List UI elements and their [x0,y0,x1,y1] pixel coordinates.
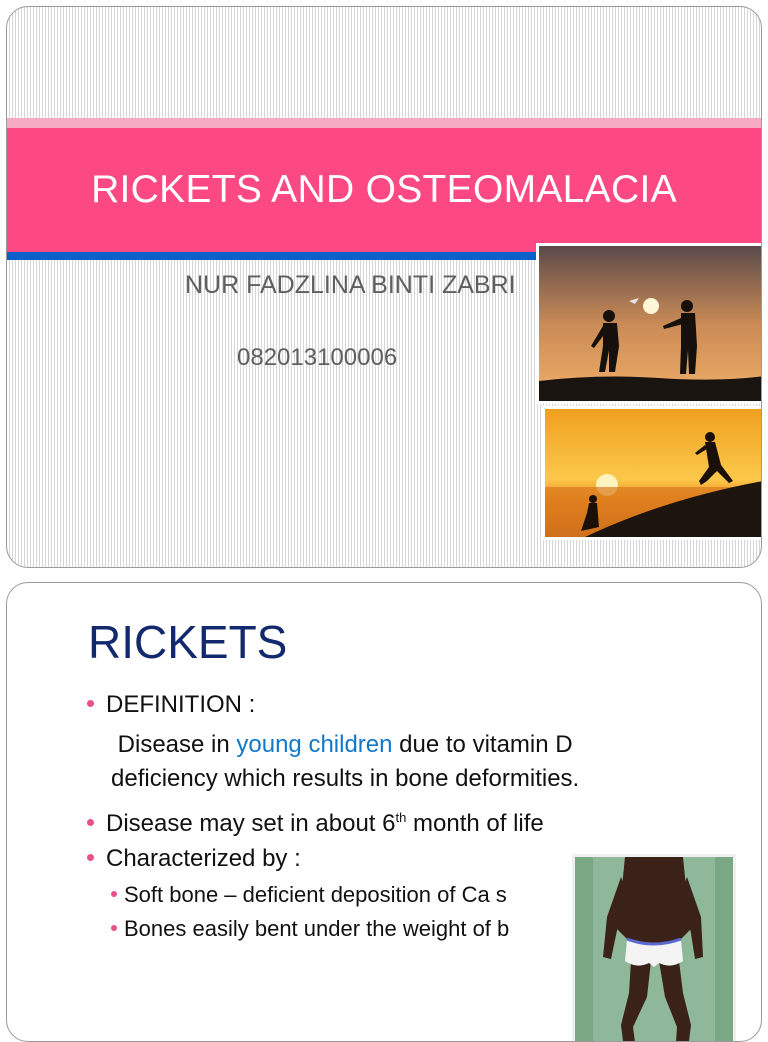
definition-label: DEFINITION : [106,691,256,718]
definition-highlight: young children [236,731,393,758]
definition-line-1 [111,729,573,761]
slide-title: RICKETS AND OSTEOMALACIA [91,168,677,211]
sunset-kids-photo [539,246,762,401]
definition-bullet [87,689,255,721]
onset-suffix: month of life [406,810,544,837]
onset-superscript: th [395,810,407,825]
pink-accent-stripe [7,118,761,128]
slide-heading: RICKETS [88,616,288,668]
definition-suffix: due to vitamin D [392,731,573,758]
sub-bullet-bent-bones [111,913,509,945]
onset-bullet [87,802,544,840]
bullet-dot [87,700,94,707]
bullet-dot [87,819,94,826]
sub-bullet-soft-bone [111,879,507,911]
sunset-beach-photo [545,409,762,537]
rickets-slide [6,582,762,1042]
author-name: NUR FADZLINA BINTI ZABRI [185,271,516,299]
onset-prefix: Disease may set in about 6 [106,810,396,837]
bullet-dot [111,891,117,897]
bullet-dot [87,854,94,861]
sub-bullet-text: Soft bone – deficient deposition of Ca s [124,882,507,907]
bullet-dot [111,925,117,931]
definition-prefix: Disease in [111,731,237,758]
title-band [7,128,761,252]
characterized-bullet [87,843,301,875]
title-slide [6,6,762,568]
student-id: 082013100006 [237,344,398,371]
rickets-child-photo [575,857,733,1042]
definition-line-2: deficiency which results in bone deformities. [111,765,580,792]
characterized-label: Characterized by : [106,845,301,872]
sub-bullet-text: Bones easily bent under the weight of b [124,916,510,941]
